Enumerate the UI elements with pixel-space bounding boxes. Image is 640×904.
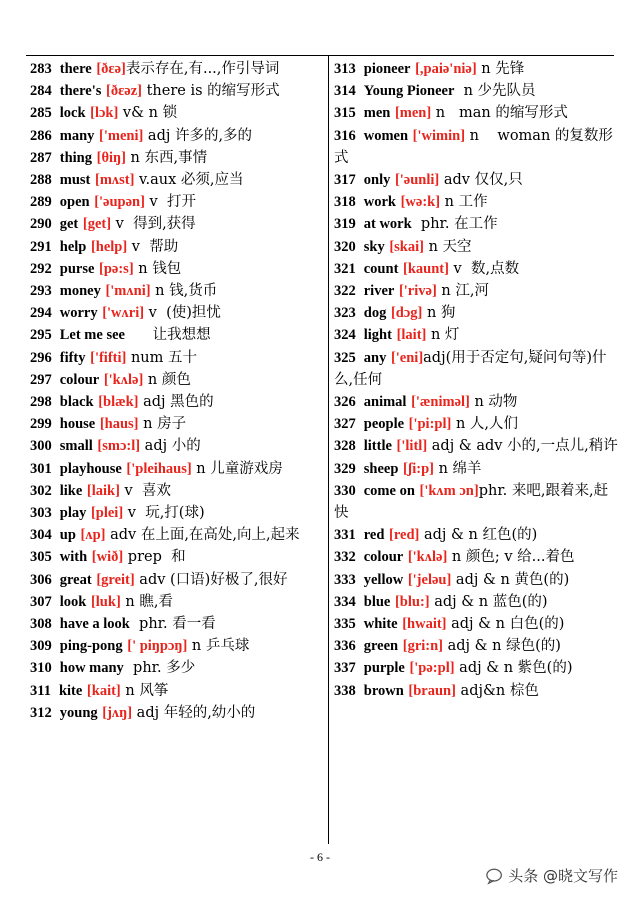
entry-definition: adj 年轻的,幼小的 <box>132 704 256 721</box>
entry-definition: phr. 来吧,跟着来,赶快 <box>334 482 609 522</box>
vocab-entry <box>334 613 622 635</box>
vocab-entry <box>30 324 318 346</box>
entry-number: 318 <box>334 194 356 211</box>
entry-definition: adj 小的 <box>140 438 201 455</box>
entry-phonetic: [blu:] <box>394 593 430 610</box>
entry-number: 336 <box>334 638 356 655</box>
entry-number: 314 <box>334 83 356 100</box>
entry-number: 292 <box>30 260 52 277</box>
entry-phonetic: ['rivə] <box>398 283 437 300</box>
entry-number: 299 <box>30 416 52 433</box>
entry-definition: phr. 多少 <box>123 660 196 677</box>
entry-phonetic: [skai] <box>389 238 424 255</box>
entry-number: 310 <box>30 660 52 677</box>
top-rule <box>26 55 614 56</box>
entry-phonetic: [ʃi:p] <box>403 460 434 477</box>
entry-word: purse <box>59 260 95 277</box>
entry-word: colour <box>59 371 100 388</box>
entry-phonetic: ['kʌlə] <box>407 549 448 566</box>
entry-phonetic: ['əunli] <box>394 172 440 189</box>
vocab-entry <box>30 435 318 457</box>
entry-definition: v& n 锁 <box>118 105 178 122</box>
entry-phonetic: ['əupən] <box>94 194 145 211</box>
entry-definition: 表示存在,有...,作引导词 <box>125 61 280 77</box>
vocab-entry <box>334 657 622 679</box>
vocab-entry <box>30 657 318 679</box>
vocab-entry <box>334 635 622 657</box>
entry-word: yellow <box>363 571 404 588</box>
entry-definition: v 帮助 <box>127 238 179 255</box>
entry-definition: n 少先队员 <box>454 83 536 100</box>
vocab-entry <box>334 546 622 568</box>
entry-number: 288 <box>30 172 52 189</box>
entry-number: 293 <box>30 283 52 300</box>
vocab-entry <box>30 102 318 124</box>
vocab-entry <box>30 213 318 235</box>
entry-definition: v.aux 必须,应当 <box>134 172 244 189</box>
vocab-entry <box>30 369 318 391</box>
entry-phonetic: [help] <box>90 238 128 255</box>
vocab-entry <box>334 213 622 235</box>
entry-word: red <box>363 527 385 544</box>
entry-phonetic: ['kʌm ɔn] <box>419 482 479 499</box>
entry-definition: adj(用于否定句,疑问句等)什么,任何 <box>334 349 607 388</box>
entry-number: 315 <box>334 105 356 122</box>
vocab-entry <box>334 236 622 258</box>
entry-number: 283 <box>30 61 52 77</box>
entry-word: purple <box>363 660 405 677</box>
entry-phonetic: [luk] <box>90 593 121 610</box>
vocab-entry <box>30 613 318 635</box>
entry-number: 325 <box>334 349 356 366</box>
entry-definition: n man 的缩写形式 <box>431 105 568 122</box>
vocab-entry <box>30 502 318 524</box>
entry-definition: adj & n 紫色(的) <box>454 660 573 677</box>
entry-phonetic: [red] <box>389 527 420 544</box>
vocab-entry <box>30 236 318 258</box>
entry-definition: v 打开 <box>144 194 196 211</box>
entry-number: 301 <box>30 460 52 477</box>
entry-word: count <box>363 260 399 277</box>
vocab-entry <box>334 302 622 324</box>
entry-word: there's <box>59 83 102 100</box>
vocab-entry <box>30 302 318 324</box>
entry-number: 305 <box>30 549 52 566</box>
entry-word: Young Pioneer <box>363 83 455 100</box>
entry-word: how many <box>59 660 124 677</box>
entry-word: there <box>59 61 92 77</box>
vocab-entry <box>30 280 318 302</box>
entry-word: work <box>363 194 396 211</box>
entry-phonetic: [wə:k] <box>400 194 441 211</box>
entry-phonetic: ['eni] <box>390 349 424 366</box>
entry-phonetic: [braun] <box>408 682 456 699</box>
entry-word: at work <box>363 216 412 233</box>
entry-phonetic: ['pi:pl] <box>408 416 452 433</box>
entry-definition: n 颜色 <box>143 371 191 388</box>
vocab-entry <box>334 524 622 546</box>
entry-word: house <box>59 416 96 433</box>
entry-number: 300 <box>30 438 52 455</box>
entry-number: 302 <box>30 482 52 499</box>
entry-phonetic: [greit] <box>96 571 135 588</box>
entry-phonetic: ['fifti] <box>90 349 127 366</box>
entry-number: 329 <box>334 460 356 477</box>
entry-number: 320 <box>334 238 356 255</box>
vocab-entry <box>30 591 318 613</box>
entry-number: 306 <box>30 571 52 588</box>
entry-definition: adj 黑色的 <box>138 394 214 411</box>
entry-number: 289 <box>30 194 52 211</box>
entry-word: dog <box>363 305 387 322</box>
entry-number: 303 <box>30 505 52 522</box>
entry-word: pioneer <box>363 61 411 77</box>
vocab-entry <box>334 102 622 124</box>
entry-phonetic: [kaunt] <box>403 260 449 277</box>
vocab-entry <box>30 391 318 413</box>
entry-number: 290 <box>30 216 52 233</box>
entry-definition: n 钱,货币 <box>150 283 218 300</box>
entry-number: 331 <box>334 527 356 544</box>
entry-definition: n 天空 <box>423 238 472 255</box>
entry-phonetic: [mʌst] <box>94 172 135 189</box>
entry-definition: n 风筝 <box>120 682 169 699</box>
entry-phonetic: [gri:n] <box>402 638 443 655</box>
entry-word: great <box>59 571 92 588</box>
chat-bubble-icon <box>486 867 504 885</box>
entry-word: many <box>59 127 95 144</box>
vocab-entry <box>334 480 622 524</box>
entry-number: 304 <box>30 527 52 544</box>
entry-definition: n 狗 <box>422 305 456 322</box>
entry-number: 321 <box>334 260 356 277</box>
entry-number: 291 <box>30 238 52 255</box>
vocab-column-right <box>334 58 622 702</box>
entry-word: worry <box>59 305 98 322</box>
entry-number: 330 <box>334 482 356 499</box>
entry-number: 294 <box>30 305 52 322</box>
entry-number: 287 <box>30 149 52 166</box>
entry-word: thing <box>59 149 92 166</box>
entry-phonetic: ['litl] <box>396 438 428 455</box>
entry-number: 337 <box>334 660 356 677</box>
entry-word: any <box>363 349 387 366</box>
entry-number: 323 <box>334 305 356 322</box>
vocab-entry <box>334 680 622 702</box>
watermark-text: 头条 @晓文写作 <box>508 867 618 885</box>
entry-word: black <box>59 394 94 411</box>
vocab-entry <box>334 391 622 413</box>
entry-word: men <box>363 105 391 122</box>
entry-phonetic: [get] <box>82 216 112 233</box>
vocab-entry <box>30 680 318 702</box>
entry-definition: prep 和 <box>123 549 186 566</box>
entry-definition: there is 的缩写形式 <box>141 83 280 100</box>
page-number: - 6 - <box>310 850 330 864</box>
entry-number: 295 <box>30 327 52 344</box>
entry-number: 324 <box>334 327 356 344</box>
entry-definition: n 工作 <box>440 194 488 211</box>
entry-word: blue <box>363 593 391 610</box>
entry-definition: adv 仅仅,只 <box>439 172 523 189</box>
entry-number: 333 <box>334 571 356 588</box>
entry-word: get <box>59 216 79 233</box>
entry-number: 313 <box>334 61 356 77</box>
entry-phonetic: [,paiə'niə] <box>415 61 477 77</box>
entry-definition: adj & n 黄色(的) <box>451 571 570 588</box>
entry-number: 322 <box>334 283 356 300</box>
entry-word: kite <box>58 682 83 699</box>
entry-word: Let me see <box>59 327 125 344</box>
vocab-entry <box>334 435 622 457</box>
entry-phonetic: ['kʌlə] <box>103 371 144 388</box>
entry-phonetic: [ʌp] <box>80 527 106 544</box>
entry-number: 326 <box>334 394 356 411</box>
entry-number: 335 <box>334 616 356 633</box>
vocab-entry <box>334 191 622 213</box>
entry-word: lock <box>59 105 86 122</box>
entry-phonetic: ['wʌri] <box>102 305 145 322</box>
entry-number: 296 <box>30 349 52 366</box>
entry-phonetic: [jʌŋ] <box>102 704 133 721</box>
entry-number: 338 <box>334 682 356 699</box>
entry-definition: adj & n 白色(的) <box>446 616 565 633</box>
entry-word: sheep <box>363 460 399 477</box>
entry-definition: n 先锋 <box>476 61 525 77</box>
entry-word: little <box>363 438 392 455</box>
entry-definition: n woman 的复数形式 <box>334 127 613 166</box>
vocab-entry <box>334 280 622 302</box>
entry-definition: adj & n 红色(的) <box>419 527 538 544</box>
entry-word: have a look <box>59 616 130 633</box>
entry-phonetic: [plei] <box>90 505 124 522</box>
vocab-entry <box>334 347 622 391</box>
entry-number: 308 <box>30 616 52 633</box>
entry-number: 316 <box>334 127 356 144</box>
entry-definition: adj 许多的,多的 <box>143 127 253 144</box>
entry-word: open <box>59 194 90 211</box>
entry-definition: adj & n 绿色(的) <box>443 638 561 655</box>
entry-word: look <box>59 593 87 610</box>
vocab-entry <box>30 480 318 502</box>
entry-word: up <box>59 527 76 544</box>
entry-phonetic: [kait] <box>86 682 121 699</box>
entry-definition: adv 在上面,在高处,向上,起来 <box>105 527 300 544</box>
entry-definition: phr. 看一看 <box>129 616 216 633</box>
vocab-entry <box>30 702 318 724</box>
entry-definition: adj & n 蓝色(的) <box>429 593 548 610</box>
entry-phonetic: [ðɛəz] <box>105 83 142 100</box>
entry-phonetic: [wið] <box>91 549 124 566</box>
entry-number: 332 <box>334 549 356 566</box>
entry-word: playhouse <box>59 460 122 477</box>
entry-definition: n 人,人们 <box>451 416 519 433</box>
entry-definition: v 喜欢 <box>119 482 171 499</box>
entry-definition: v (使)担忧 <box>144 305 221 322</box>
entry-phonetic: [lait] <box>396 327 427 344</box>
entry-number: 297 <box>30 371 52 388</box>
entry-phonetic: ['æniməl] <box>411 394 470 411</box>
entry-definition: v 玩,打(球) <box>123 505 205 522</box>
vocab-entry <box>334 80 622 102</box>
entry-number: 328 <box>334 438 356 455</box>
entry-phonetic: ['meni] <box>99 127 144 144</box>
vocab-entry <box>30 524 318 546</box>
vocab-entry <box>334 258 622 280</box>
entry-definition: 让我想想 <box>124 327 211 344</box>
entry-definition: adv (口语)好极了,很好 <box>134 571 288 588</box>
vocab-entry <box>30 413 318 435</box>
entry-word: fifty <box>59 349 86 366</box>
entry-word: play <box>59 505 87 522</box>
entry-number: 307 <box>30 593 52 610</box>
vocab-entry <box>334 169 622 191</box>
entry-phonetic: [laik] <box>86 482 120 499</box>
entry-definition: n 儿童游戏房 <box>191 460 283 477</box>
entry-phonetic: [pə:s] <box>99 260 134 277</box>
entry-number: 285 <box>30 105 52 122</box>
entry-word: help <box>59 238 87 255</box>
entry-number: 317 <box>334 172 356 189</box>
entry-number: 286 <box>30 127 52 144</box>
entry-word: like <box>59 482 83 499</box>
vocab-entry <box>334 591 622 613</box>
entry-phonetic: [dɔg] <box>390 305 423 322</box>
entry-word: small <box>59 438 93 455</box>
entry-phonetic: ['jeləu] <box>407 571 452 588</box>
entry-word: must <box>59 172 91 189</box>
vocab-entry <box>30 635 318 657</box>
entry-definition: n 绵羊 <box>433 460 482 477</box>
entry-word: animal <box>363 394 407 411</box>
entry-phonetic: [men] <box>394 105 432 122</box>
entry-word: white <box>363 616 398 633</box>
entry-number: 334 <box>334 593 356 610</box>
entry-phonetic: ['pleihaus] <box>126 460 192 477</box>
vocab-entry <box>30 147 318 169</box>
entry-number: 309 <box>30 638 52 655</box>
entry-definition: adj&n 棕色 <box>455 682 539 699</box>
entry-definition: n 动物 <box>469 394 518 411</box>
entry-phonetic: [lɔk] <box>90 105 119 122</box>
vocab-entry <box>30 458 318 480</box>
entry-word: sky <box>363 238 385 255</box>
vocab-entry <box>30 125 318 147</box>
entry-definition: n 东西,事情 <box>125 149 208 166</box>
entry-definition: adj & adv 小的,一点儿,稍许 <box>427 438 618 455</box>
entry-number: 312 <box>30 704 52 721</box>
vocab-entry <box>30 546 318 568</box>
entry-word: colour <box>363 549 404 566</box>
entry-definition: phr. 在工作 <box>411 216 498 233</box>
entry-definition: n 瞧,看 <box>120 593 173 610</box>
entry-word: people <box>363 416 405 433</box>
vocab-entry <box>334 458 622 480</box>
entry-word: money <box>59 283 101 300</box>
vocab-entry <box>334 569 622 591</box>
entry-definition: n 房子 <box>138 416 187 433</box>
vocab-entry <box>30 569 318 591</box>
vocab-entry <box>334 58 622 80</box>
entry-phonetic: [haus] <box>99 416 139 433</box>
entry-phonetic: [blæk] <box>98 394 139 411</box>
entry-definition: n 灯 <box>426 327 460 344</box>
entry-phonetic: ['mʌni] <box>105 283 151 300</box>
entry-definition: n 乒乓球 <box>187 638 250 655</box>
entry-definition: v 数,点数 <box>448 260 520 277</box>
entry-word: only <box>363 172 391 189</box>
entry-number: 284 <box>30 83 52 100</box>
vocab-entry <box>30 80 318 102</box>
entry-phonetic: [ðɛə] <box>96 61 126 77</box>
entry-word: with <box>59 549 88 566</box>
entry-word: brown <box>363 682 404 699</box>
vocab-entry <box>30 347 318 369</box>
vocab-entry <box>334 125 622 169</box>
vocab-entry <box>30 58 318 80</box>
entry-word: young <box>59 704 98 721</box>
entry-phonetic: ['wimin] <box>412 127 466 144</box>
entry-number: 327 <box>334 416 356 433</box>
vocab-entry <box>30 258 318 280</box>
vocab-entry <box>334 413 622 435</box>
entry-definition: n 江,河 <box>436 283 489 300</box>
entry-phonetic: [hwait] <box>402 616 447 633</box>
entry-definition: n 颜色; v 给...着色 <box>447 549 575 566</box>
vocab-entry <box>30 169 318 191</box>
entry-word: green <box>363 638 399 655</box>
entry-number: 311 <box>30 682 51 699</box>
watermark <box>482 863 622 888</box>
entry-word: women <box>363 127 409 144</box>
entry-word: ping-pong <box>59 638 123 655</box>
entry-number: 319 <box>334 216 356 233</box>
entry-phonetic: ['pə:pl] <box>409 660 455 677</box>
entry-word: come on <box>363 482 415 499</box>
entry-definition: n 钱包 <box>133 260 182 277</box>
vocab-column-left <box>30 58 318 724</box>
vocab-entry <box>30 191 318 213</box>
column-divider <box>328 56 329 844</box>
entry-phonetic: [' piŋpɔŋ] <box>127 638 188 655</box>
entry-definition: num 五十 <box>126 349 198 366</box>
entry-definition: v 得到,获得 <box>111 216 196 233</box>
entry-word: light <box>363 327 392 344</box>
entry-word: river <box>363 283 395 300</box>
entry-number: 298 <box>30 394 52 411</box>
entry-phonetic: [smɔ:l] <box>97 438 141 455</box>
entry-phonetic: [θiŋ] <box>96 149 126 166</box>
vocab-entry <box>334 324 622 346</box>
